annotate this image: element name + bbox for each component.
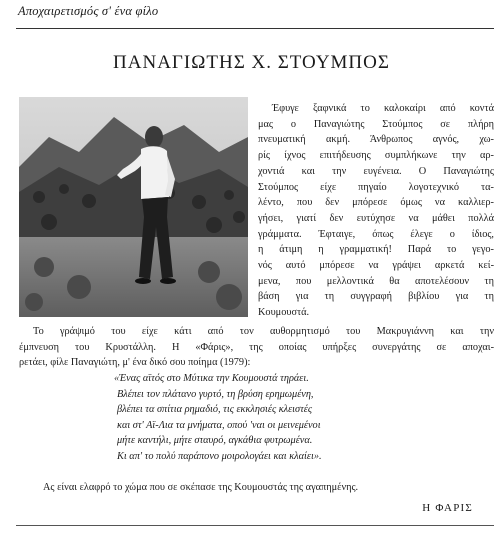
body-right-line: η άτιμη η γραμματική! Παρά το γεγο- [258,244,494,256]
body-right-line: Στούμπος είχε πηγαίο λογοτεχνικό τα- [258,181,494,193]
body-right-line: χοντιά και την ευγένεια. Ο Παναγιώτης [258,165,494,177]
body-full-line: Το γράψιμό του είχε κάτι από τον αυθορμητισμό του Μακρυγιάννη και την [33,326,494,337]
poem [114,371,457,464]
body-right-line: Έφυγε ξαφνικά το καλοκαίρι από κοντά [272,103,494,114]
body-right-line: μενα, που μελλοντικά θα αποτελέσουν τη [258,275,494,287]
poem-line: μήτε καντήλι, μήτε σταυρό, αγκάθια φυτρωμένα. [117,435,313,446]
body-full-line: ρετάει, φίλε Παναγιώτη, μ' ένα δικό σου ποίημα (1979): [19,357,251,368]
body-right-line: λέντο, που δεν μπόρεσε όμως να καλλιερ- [258,197,494,209]
poem-line: Βλέπει τον πλάτανο γυρτό, τη βρύση ερημωμένη, [117,388,314,400]
section-header: Αποχαιρετισμός σ' ένα φίλο [18,4,159,18]
signature: Η ΦΑΡΙΣ [422,502,473,514]
body-text-full [19,324,494,371]
closing-line [19,480,494,496]
body-right-line: Κουμουστά. [258,307,310,319]
body-text-right [258,101,494,321]
footer-rule [16,525,494,526]
article-title: ΠΑΝΑΓΙΩΤΗΣ Χ. ΣΤΟΥΜΠΟΣ [113,52,390,73]
body-full-line: έμπνευση του Κρυστάλλη. Η «Φάρις», της οποίας υπήρξες συνεργάτης σε αποχαι- [19,341,494,353]
body-right-line: πνευματική ακμή. Άνθρωπος αγνός, χω- [258,134,494,146]
closing-text: Ας είναι ελαφρό το χώμα που σε σκέπασε της Κουμουστάς της αγαπημένης. [43,482,359,493]
poem-line: «Ένας αϊτός στο Μύτικα την Κουμουστά τηράει. [114,373,309,384]
body-right-line: γράμματα. Έφταιγε, όπως έλεγε ο ίδιος, [258,228,494,240]
body-right-line: νός αυτό μπόρεσε να γράψει αρκετά κεί- [258,260,494,272]
body-right-line: μας ο Παναγιώτης Στούμπος σε πλήρη [258,118,494,130]
poem-line: Κι απ' το πολύ παράπονο μοιρολογάει και κλαίει». [117,450,322,462]
poem-line: βλέπει τα σπίτια ρημαδιό, τις εκκλησιές κλειστές [117,404,313,415]
body-right-line: ρίς ίχνος επιτήδευσης συμπλήκωνε την αρ- [258,150,494,162]
poem-line: και στ' Αϊ-Λια τα μνήματα, οπού 'ναι οι μεινεμένοι [117,419,321,431]
body-right-line: βάση για τη συγγραφή βιβλίου για τη [258,291,494,303]
header-rule [16,28,494,29]
portrait-photo [19,97,248,317]
body-right-line: γήσει, γιατί δεν ευτύχησε να μάθει πολλά [258,212,494,224]
